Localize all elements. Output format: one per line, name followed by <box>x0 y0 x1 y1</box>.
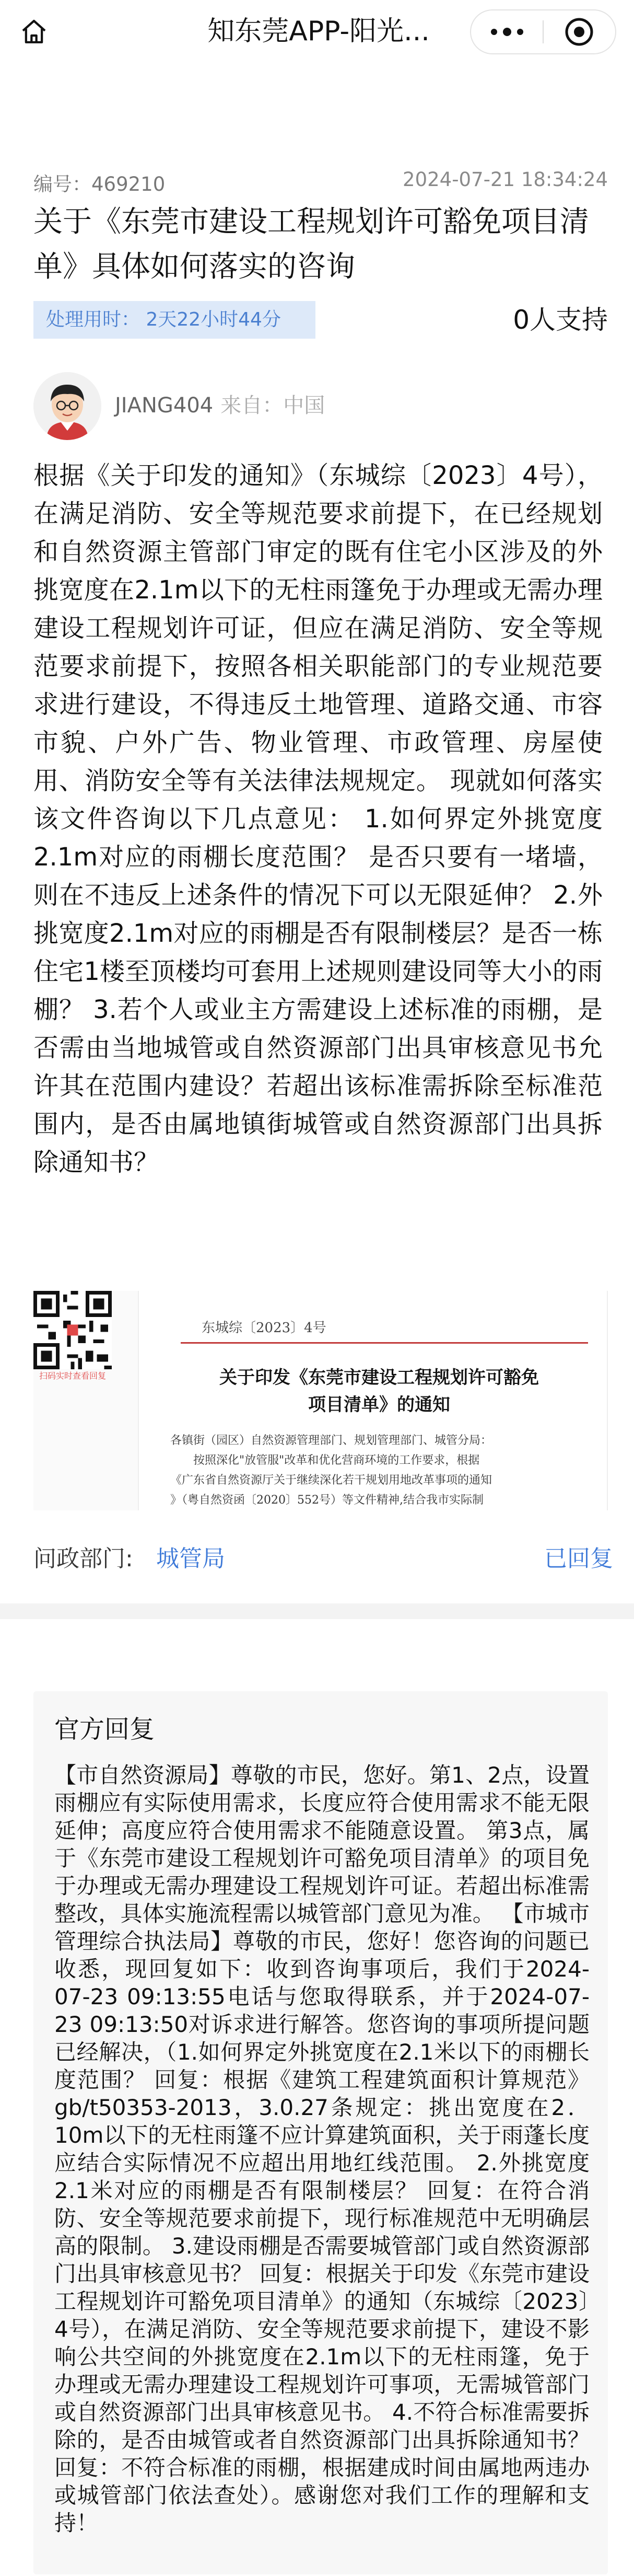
close-button[interactable] <box>544 10 615 53</box>
mini-program-capsule <box>470 9 616 54</box>
window-title: 知东莞APP-阳光... <box>207 16 430 47</box>
section-divider <box>0 1603 634 1619</box>
qr-code[interactable] <box>33 1291 112 1380</box>
origin-value: 中国 <box>283 394 325 418</box>
home-icon <box>19 17 49 47</box>
document-title-line: 项目清单》的通知 <box>308 1394 450 1415</box>
official-reply-body: 【市自然资源局】尊敬的市民，您好。第1、2点，设置雨棚应有实际使用需求，长度应符合使用需求不能无限延伸；高度应符合使用需求不能随意设置。 第3点，属于《东莞市建设工程规划许可豁免项目清单》的项目免于办理或无需办理建设工程规划许可证。若超出标准需整改，具体实施流程需以城管部门意见为准。 【市城市管理综合执法局】尊敬的市民，您好！您咨询的问题已收悉，现回复如下：收到咨询事项后，我们于2024-07-23 09:13:55电话与您取得联系，并于2024-07-23 09:13:50对诉求进行解答。您咨询的事项所提问题已经解决，（1.如何界定外挑宽度在2.1米以下的雨棚长度范围？ 回复：根据《建筑工程建筑面积计算规范》gb/t50353-2013，3.0.27条规定：挑出宽度在2．10m以下的无柱雨篷不应计算建筑面积，关于雨蓬长度应结合实际情况不应超出用地红线范围。 2.外挑宽度2.1米对应的雨棚是否有限制楼层？ 回复：在符合消防、安全等规范要求前提下，现行标准规范中无明确层高的限制。 3.建设雨棚是否需要城管部门或自然资源部门出具审核意见书？ 回复：根据关于印发《东莞市建设工程规划许可豁免项目清单》的通知（东城综〔2023〕4号），在满足消防、安全等规范要求前提下，建设不影响公共空间的外挑宽度在2.1m以下的无柱雨篷，免于办理或无需办理建设工程规划许可事项，无需城管部门或自然资源部门出具审核意见书。 4.不符合标准需要拆除的，是否由城管或者自然资源部门出具拆除通知书？ 回复：不符合标准的雨棚，根据建成时间由属地两违办或城管部门依法查处）。感谢您对我们工作的理解和支持！ <box>54 1762 590 2536</box>
document-body-line: 按照深化"放管服"改革和优化营商环境的工作要求，根据 <box>193 1454 480 1467</box>
official-reply-heading: 官方回复 <box>54 1715 155 1744</box>
document-code: 东城综〔2023〕4号 <box>202 1320 326 1336</box>
question-id-label: 编号： <box>33 173 91 195</box>
qr-tip: 扫码实时查看回复 <box>39 1371 106 1381</box>
more-dots-icon <box>489 27 525 37</box>
department-row <box>33 1541 613 1577</box>
department-link[interactable]: 城管局 <box>156 1545 225 1572</box>
origin-label: 来自： <box>220 394 284 418</box>
document-body-line: 》（粤自然资函〔2020〕552号）等文件精神,结合我市实际制 <box>170 1494 484 1507</box>
user-avatar-icon <box>33 372 101 440</box>
qr-code-icon <box>33 1291 112 1369</box>
document-body-line: 《广东省自然资源厅关于继续深化若干规划用地改革事项的通知 <box>170 1474 492 1487</box>
question-id <box>33 168 165 197</box>
user-origin <box>220 394 325 418</box>
top-bar <box>0 0 634 62</box>
department-label: 问政部门: <box>33 1545 133 1572</box>
document-title-line: 关于印发《东莞市建设工程规划许可豁免 <box>219 1367 539 1388</box>
more-button[interactable] <box>471 10 543 53</box>
home-button[interactable] <box>16 14 52 50</box>
official-reply-card <box>33 1691 608 2574</box>
question-meta <box>33 165 608 194</box>
user-name: JIANG404 <box>115 394 214 418</box>
reply-status: 已回复 <box>544 1545 613 1572</box>
question-body: 根据《关于印发的通知》（东城综〔2023〕4号），在满足消防、安全等规范要求前提下，在已经规划和自然资源主管部门审定的既有住宅小区涉及的外挑宽度在2.1m以下的无柱雨篷免于办理或无需办理建设工程规划许可证，但应在满足消防、安全等规范要求前提下，按照各相关职能部门的专业规范要求进行建设，不得违反土地管理、道路交通、市容市貌、户外广告、物业管理、市政管理、房屋使用、消防安全等有关法律法规规定。 现就如何落实该文件咨询以下几点意见： 1.如何界定外挑宽度2.1m对应的雨棚长度范围？ 是否只要有一堵墙，则在不违反上述条件的情况下可以无限延伸？ 2.外挑宽度2.1m对应的雨棚是否有限制楼层？是否一栋住宅1楼至顶楼均可套用上述规则建设同等大小的雨棚？ 3.若个人或业主方需建设上述标准的雨棚，是否需由当地城管或自然资源部门出具审核意见书允许其在范围内建设？若超出该标准需拆除至标准范围内，是否由属地镇街城管或自然资源部门出具拆除通知书？ <box>33 461 603 1177</box>
question-datetime: 2024-07-21 18:34:24 <box>403 168 608 191</box>
document-body <box>170 1431 588 1510</box>
avatar <box>33 372 101 440</box>
attachment-preview[interactable] <box>33 1291 608 1510</box>
user-line <box>115 391 325 420</box>
processing-time-badge: 处理用时： 2天22小时44分 <box>33 301 315 339</box>
support-count[interactable]: 0人支持 <box>513 305 608 335</box>
document-body-line: 各镇街（园区）自然资源管理部门、规划管理部门、城管分局： <box>170 1434 492 1447</box>
question-title: 关于《东莞市建设工程规划许可豁免项目清单》具体如何落实的咨询 <box>33 205 589 284</box>
document-title <box>170 1364 588 1418</box>
document-red-rule <box>181 1342 588 1344</box>
target-close-icon <box>564 17 594 47</box>
document-image[interactable] <box>138 1291 608 1510</box>
question-id-value: 469210 <box>91 173 166 195</box>
